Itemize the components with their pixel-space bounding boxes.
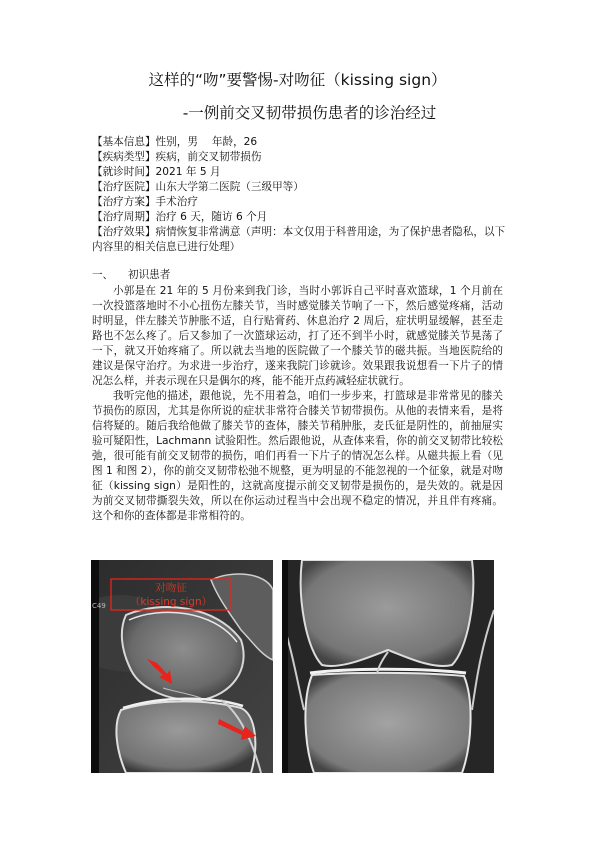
document-subtitle: -一例前交叉韧带损伤患者的诊治经过 xyxy=(182,104,437,122)
info-line-disease: 【疾病类型】疾病，前交叉韧带损伤 xyxy=(92,151,262,163)
figure-2-image xyxy=(282,560,494,773)
kissing-sign-annotation-line1: 对吻征 xyxy=(155,582,187,594)
info-line-visit-time: 【就诊时间】2021 年 5 月 xyxy=(92,166,221,178)
figure-1-side-label: C49 xyxy=(92,602,106,610)
info-line-plan: 【治疗方案】手术治疗 xyxy=(92,196,198,208)
info-line-period: 【治疗周期】治疗 6 天，随访 6 个月 xyxy=(92,211,268,223)
section-heading xyxy=(92,268,170,283)
figure-1-mri-sagittal xyxy=(91,560,273,773)
info-line-effect: 【治疗效果】病情恢复非常满意（声明：本文仅用于科普用途，为了保护患者隐私，以下内容里的相关信息已进行处理） xyxy=(92,226,506,253)
basic-info-block xyxy=(92,135,512,255)
figure-2-mri-coronal xyxy=(282,560,494,773)
document-title: 这样的“吻”要警惕-对吻征（kissing sign） xyxy=(148,71,447,89)
kissing-sign-annotation-line2: （kissing sign） xyxy=(129,596,213,608)
info-line-basic: 【基本信息】性别，男 年龄，26 xyxy=(92,136,258,148)
section-title: 初识患者 xyxy=(128,269,171,281)
section-number: 一、 xyxy=(92,269,114,281)
paragraph-1: 小郭是在 21 年的 5 月份来到我门诊，当时小郭诉自己平时喜欢篮球，1 个月前在一次投篮落地时不小心扭伤左膝关节，当时感觉膝关节响了一下，然后感觉疼痛，活动时明显，伴左膝关节肿胀不适，自行贴膏药、休息治疗 2 周后，症状明显缓解，甚至走路也不怎么疼了。后又参加了一次篮球运动，打了还不到半小时，就感觉膝关节晃荡了一下，就又开始疼痛了。所以就去当地的医院做了一个膝关节的磁共振。当地医院给的建议是保守治疗。为求进一步治疗，遂来我院门诊就诊。效果跟我说想看一下片子的情况怎么样，并表示现在只是偶尔的疼，能不能开点药减轻症状就行。 xyxy=(92,285,503,387)
paragraph-2: 我听完他的描述，跟他说，先不用着急，咱们一步步来，打篮球是非常常见的膝关节损伤的原因，尤其是你所说的症状非常符合膝关节韧带损伤。从他的表情来看，是将信将疑的。随后我给他做了膝关节的查体，膝关节稍肿胀，麦氏征是阴性的，前抽屉实验可疑阳性，Lachmann 试验阳性。然后跟他说，从查体来看，你的前交叉韧带比较松弛，很可能有前交叉韧带的损伤，咱们再看一下片子的情况怎么样。从磁共振上看（见图 1 和图 2），你的前交叉韧带松弛不规整，更为明显的不能忽视的一个征象，就是对吻征（kissing sign）是阳性的，这就高度提示前交叉韧带是损伤的，是失效的。就是因为前交叉韧带撕裂失效，所以在你运动过程当中会出现不稳定的情况，并且伴有疼痛。这个和你的查体都是非常相符的。 xyxy=(92,390,503,522)
info-line-hospital: 【治疗医院】山东大学第二医院（三级甲等） xyxy=(92,181,304,193)
body-text xyxy=(92,284,503,524)
